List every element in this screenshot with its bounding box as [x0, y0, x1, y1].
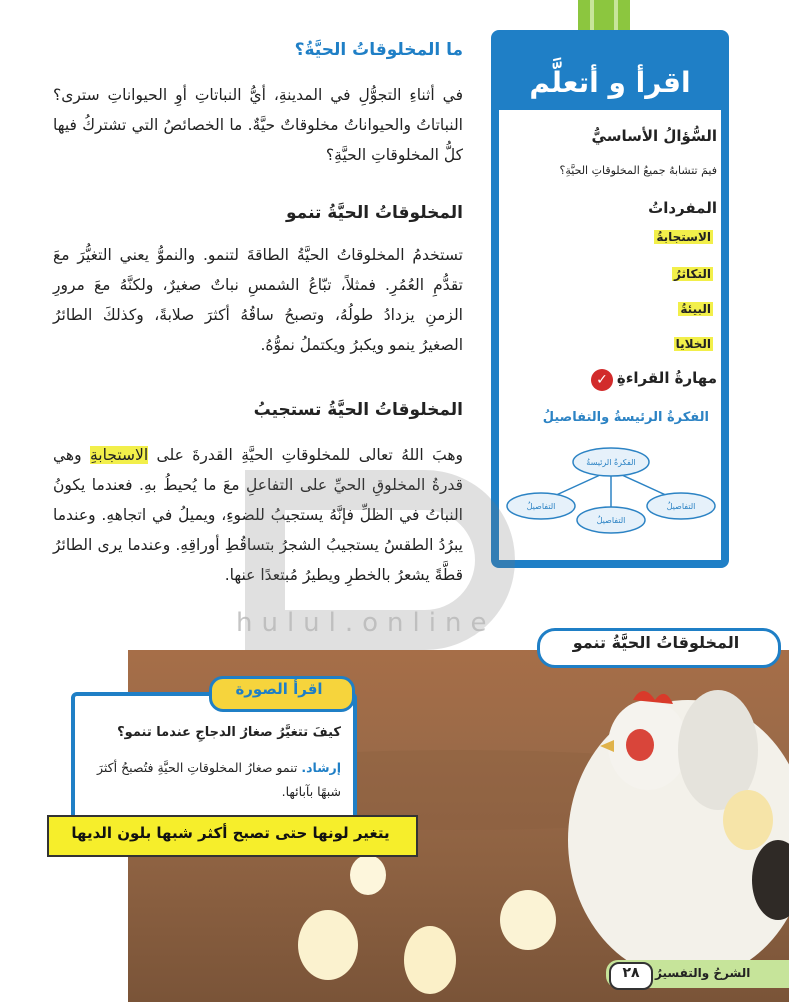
vocab-word: الاستجابةُ	[656, 230, 711, 244]
read-picture-title: اقرأ الصورة	[235, 680, 323, 698]
paragraph: في أثناءِ التجوُّلِ في المدينةِ، أيُّ النباتاتِ أوِ الحيواناتِ سترى؟ النباتاتُ والحيواناتُ مخلوقاتٌ حيَّةٌ. ما الخصائصُ التي تشتركُ فيها كلُّ المخلوقاتِ الحيَّةِ؟	[53, 86, 463, 164]
reading-skill: الفكرةُ الرئيسةُ والتفاصيلُ	[542, 410, 709, 425]
organizer-detail-label: التفاصيلُ	[526, 502, 556, 511]
arrow-icon	[722, 377, 729, 387]
picture-hint	[81, 756, 341, 804]
essential-question-heading: السُّؤالُ الأساسيُّ	[591, 127, 717, 145]
watermark-text: hulul.online	[236, 608, 496, 638]
checkmark-icon: ✓	[591, 369, 613, 391]
highlighted-term: الاستجابةِ	[89, 446, 149, 464]
photo-caption: المخلوقاتُ الحيَّةُ تنمو	[572, 633, 740, 652]
picture-question: كيفَ تتغيَّرُ صغارُ الدجاجِ عندما تنمو؟	[117, 725, 341, 740]
hint-label: إرشاد.	[301, 760, 341, 775]
vocab-word: الخلايا	[675, 337, 711, 351]
organizer-detail-label: التفاصيلُ	[666, 502, 696, 511]
arrow-icon	[722, 135, 729, 145]
panel-title: اقرأ و أتعلَّم	[529, 66, 691, 99]
organizer-main-label: الفكرةُ الرئيسةُ	[586, 458, 636, 467]
organizer-detail-label: التفاصيلُ	[596, 516, 626, 525]
section-heading: المخلوقاتُ الحيَّةُ تستجيبُ	[253, 400, 463, 420]
essential-question: فيمَ تتشابهُ جميعُ المخلوقاتِ الحيَّةِ؟	[559, 164, 717, 177]
paragraph: تستخدمُ المخلوقاتُ الحيَّةُ الطاقةَ لتنمو. والنموُّ يعني التغيُّرَ معَ تقدُّمِ العُمُرِ. فمثلاً، تبّاعُ الشمسِ نباتٌ صغيرٌ، ولكنَّهُ معَ مرورِ الزمنِ يزدادُ طولُهُ، وتصبحُ ساقُهُ أكثرَ صلابةً، وكذلكَ الطائرُ الصغيرُ ينمو ويكبرُ ويكتملُ نموُّهُ.	[53, 246, 463, 354]
arrow-icon	[722, 207, 729, 217]
section-heading: ما المخلوقاتُ الحيَّةُ؟	[294, 40, 463, 60]
paragraph-text: وهي قدرةُ المخلوقِ الحيِّ على التفاعلِ معَ ما يُحيطُ بهِ. فعندما يكونُ النباتُ في الظلِّ فإنَّهُ يستجيبُ للضوءِ، ويميلُ في اتجاههِ. وعندما يبرُدُ الطقسُ يستجيبُ الشجرُ بتساقُطِ أوراقِهِ. وعندما يرى الطائرُ قطَّةً يشعرُ بالخطرِ ويطيرُ مُبتعدًا عنها.	[53, 446, 463, 584]
reading-skill-heading: مهارةُ القراءةِ	[616, 369, 717, 387]
footer-label: الشرحُ والتفسيرُ	[655, 966, 751, 980]
vocabulary-heading: المفرداتُ	[648, 199, 717, 217]
paragraph-text: وهبَ اللهُ تعالى للمخلوقاتِ الحيَّةِ القدرةَ على	[148, 446, 463, 464]
paragraph	[53, 440, 463, 590]
hint-text: تنمو صغارُ المخلوقاتِ الحيَّةِ فتُصبحُ أكثرَ شبهًا بآبائها.	[97, 760, 341, 799]
section-heading: المخلوقاتُ الحيَّةُ تنمو	[286, 203, 463, 223]
handwritten-answer: يتغير لونها حتى تصبح أكثر شبها بلون الديها	[71, 824, 390, 842]
main-idea-organizer	[499, 440, 723, 560]
vocab-word: التكاثرُ	[674, 267, 711, 281]
page-number: ٢٨	[622, 965, 640, 981]
vocab-word: البيئةُ	[680, 302, 711, 316]
